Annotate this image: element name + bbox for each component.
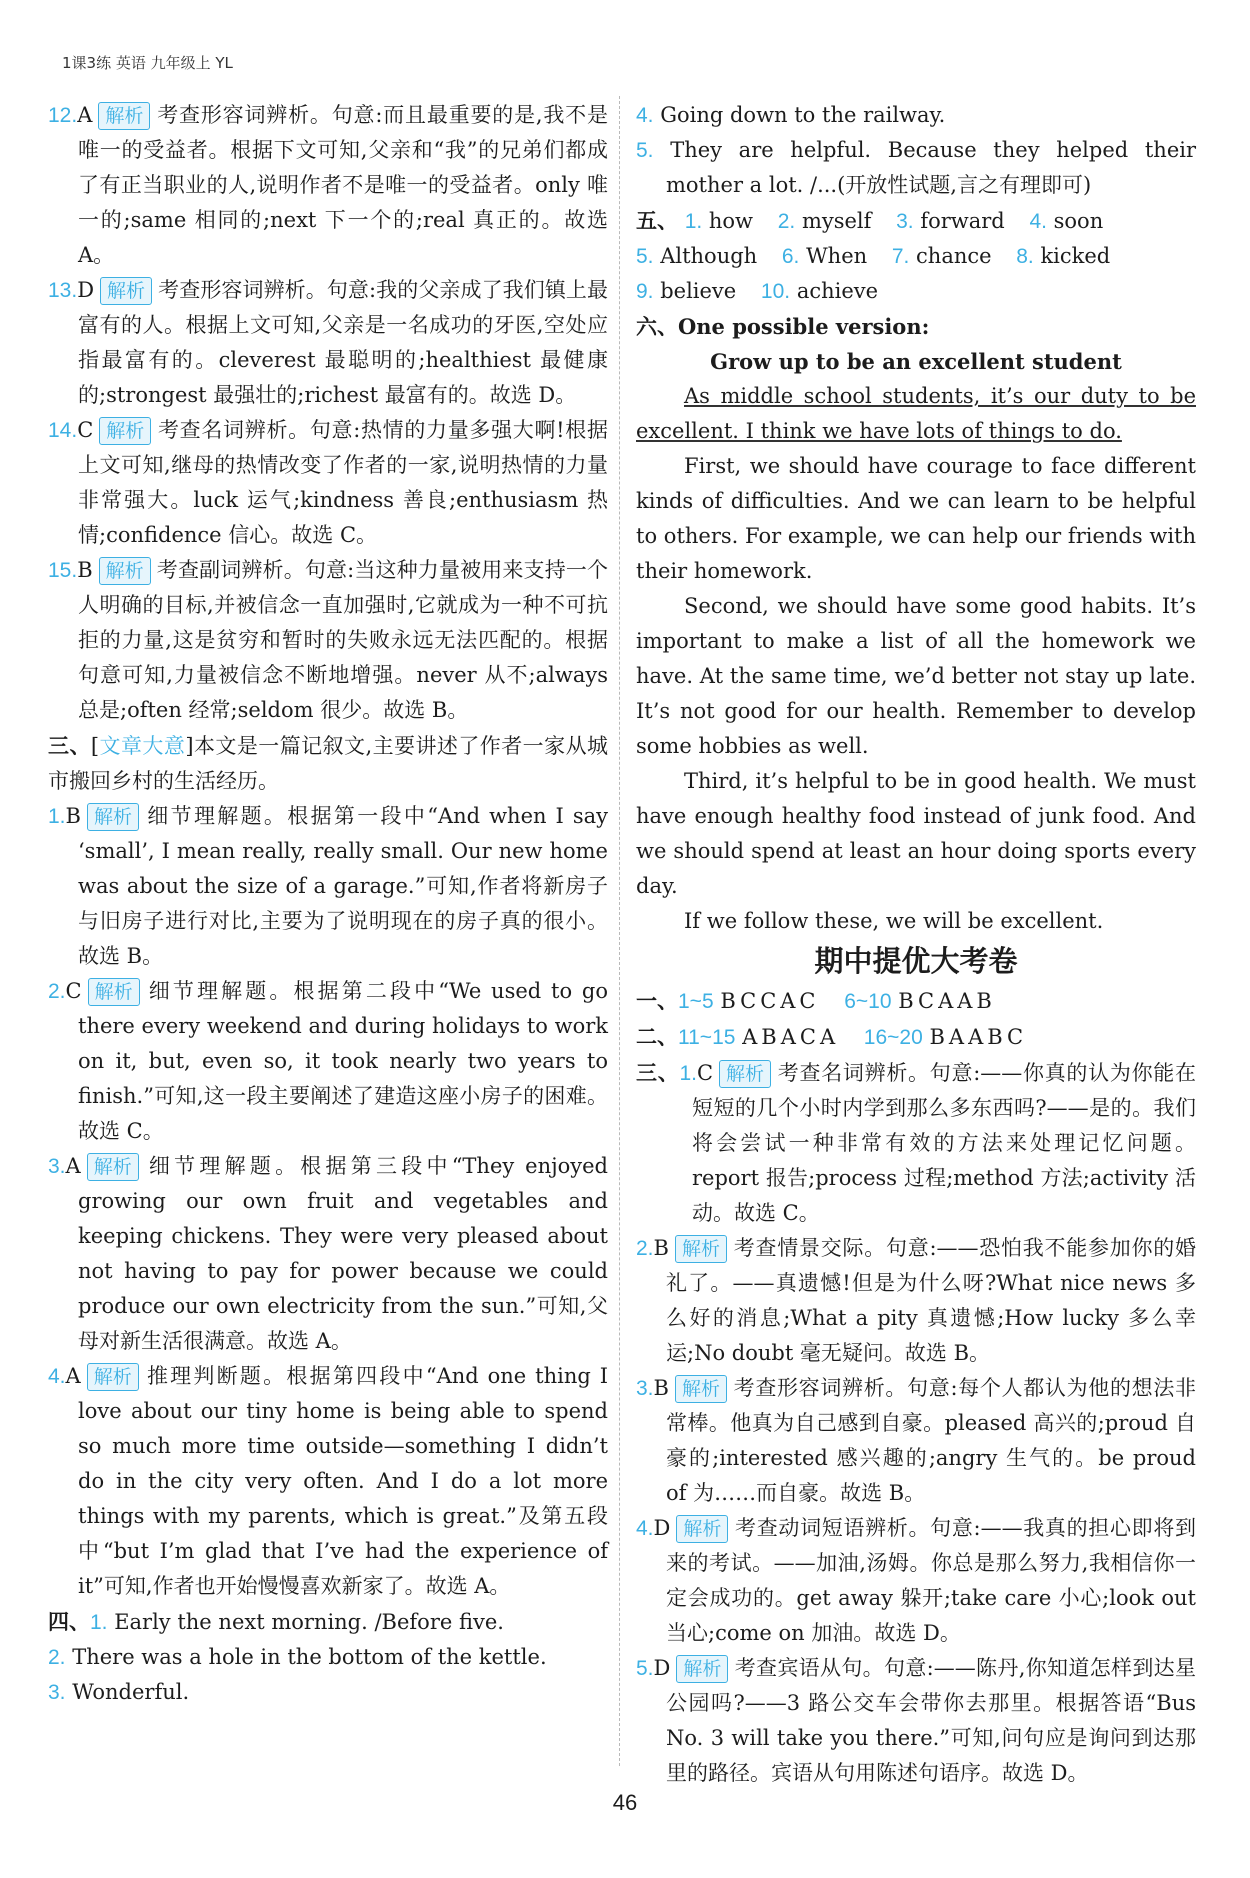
section-4-answer-3: 3. Wonderful. xyxy=(48,1680,190,1704)
reading-4: 4.A 解析 推理判断题。根据第四段中“And one thing I love about our tiny home is being able to spend so much more time outside—something I didn’t do in the city very often. And I do a lot more things with my parents, which is great.”及第五段中“but I’m glad that I’ve had the experience of it”可知,作者也开始慢慢喜欢新家了。故选 A。 xyxy=(48,1364,608,1598)
column-divider xyxy=(619,96,620,1766)
section-5-row-2: 5. Although 6. When 7. chance 8. kicked xyxy=(636,244,1111,268)
exam-3-answer-2: 2.B 解析 考查情景交际。句意:——恐怕我不能参加你的婚礼了。——真遗憾!但是为什么呀?What nice news 多么好的消息;What a pity 真遗憾;How lucky 多么幸运;No doubt 毫无疑问。故选 B。 xyxy=(636,1236,1196,1365)
essay-paragraph-3: Second, we should have some good habits. It’s important to make a list of all the homework we have. At the same time, we’d better not stay up late. It’s not good for our health. Remember to develop some hobbies as well. xyxy=(636,594,1196,758)
exam-3-answer-1: 三、1.C 解析 考查名词辨析。句意:——你真的认为你能在短短的几个小时内学到那么多东西吗?——是的。我们将会尝试一种非常有效的方法来处理记忆问题。report 报告;process 过程;method 方法;activity 活动。故选 C。 xyxy=(636,1060,1197,1225)
section-3-summary: 三、[文章大意]本文是一篇记叙文,主要讲述了作者一家从城市搬回乡村的生活经历。 xyxy=(48,733,609,793)
right-column xyxy=(636,98,1196,1791)
section-4-answer-5: 5. They are helpful. Because they helped their mother a lot. /...(开放性试题,言之有理即可) xyxy=(636,138,1196,197)
answer-15: 15.B 解析 考查副词辨析。句意:当这种力量被用来支持一个人明确的目标,并被信念一直加强时,它就成为一种不可抗拒的力量,这是贫穷和暂时的失败永远无法匹配的。根据句意可知,力量被信念不断地增强。never 从不;always 总是;often 经常;seldom 很少。故选 B。 xyxy=(48,558,608,722)
answer-13: 13.D 解析 考查形容词辨析。句意:我的父亲成了我们镇上最富有的人。根据上文可知,父亲是一名成功的牙医,空处应指最富有的。cleverest 最聪明的;healthiest 最健康的;strongest 最强壮的;richest 最富有的。故选 D。 xyxy=(48,278,608,407)
analysis-tag: 解析 xyxy=(675,1375,727,1403)
exam-section-1: 一、1~5 BCCAC 6~10 BCAAB xyxy=(636,988,996,1013)
left-column xyxy=(48,98,608,1710)
reading-2: 2.C 解析 细节理解题。根据第二段中“We used to go there every weekend and during holidays to work on it, but, even so, it took nearly two years to finish.”可知,这一段主要阐述了建造这座小房子的困难。故选 C。 xyxy=(48,979,609,1143)
analysis-tag: 解析 xyxy=(675,1235,727,1263)
page-header: 1课3练 英语 九年级上 YL xyxy=(62,54,233,72)
analysis-tag: 解析 xyxy=(676,1515,728,1543)
exam-3-answer-5: 5.D 解析 考查宾语从句。句意:——陈丹,你知道怎样到达星公园吗?——3 路公交车会带你去那里。根据答语“Bus No. 3 will take you there.”可知,问句应是询问到达那里的路径。宾语从句用陈述句语序。故选 D。 xyxy=(636,1656,1196,1785)
exam-3-answer-3: 3.B 解析 考查形容词辨析。句意:每个人都认为他的想法非常棒。他真为自己感到自豪。pleased 高兴的;proud 自豪的;interested 感兴趣的;angry 生气的。be proud of 为……而自豪。故选 B。 xyxy=(636,1376,1196,1505)
analysis-tag: 解析 xyxy=(87,803,139,831)
page-number: 46 xyxy=(612,1790,638,1815)
essay-paragraph-1: As middle school students, it’s our duty to be excellent. I think we have lots of things to do. xyxy=(636,384,1196,443)
section-4-answer-4: 4. Going down to the railway. xyxy=(636,103,946,127)
analysis-tag: 解析 xyxy=(98,102,150,130)
section-5-row-3: 9. believe 10. achieve xyxy=(636,279,879,303)
exam-title: 期中提优大考卷 xyxy=(814,944,1018,978)
essay-paragraph-4: Third, it’s helpful to be in good health. We must have enough healthy food instead of junk food. And we should spend at least an hour doing sports every day. xyxy=(636,769,1196,898)
essay-title: Grow up to be an excellent student xyxy=(710,349,1122,374)
reading-3: 3.A 解析 细节理解题。根据第三段中“They enjoyed growing our own fruit and vegetables and keeping chickens. They were very pleased about not having to pay for power because we could produce our own electricity from the sun.”可知,父母对新生活很满意。故选 A。 xyxy=(48,1154,608,1353)
essay-paragraph-2: First, we should have courage to face different kinds of difficulties. And we can learn to be helpful to others. For example, we can help our friends with their homework. xyxy=(636,454,1196,583)
essay-paragraph-5: If we follow these, we will be excellent. xyxy=(684,909,1104,933)
analysis-tag: 解析 xyxy=(88,978,140,1006)
analysis-tag: 解析 xyxy=(99,557,151,585)
exam-3-answer-4: 4.D 解析 考查动词短语辨析。句意:——我真的担心即将到来的考试。——加油,汤姆。你总是那么努力,我相信你一定会成功的。get away 躲开;take care 小心;look out 当心;come on 加油。故选 D。 xyxy=(636,1516,1196,1645)
analysis-tag: 解析 xyxy=(87,1153,139,1181)
analysis-tag: 解析 xyxy=(99,417,151,445)
analysis-tag: 解析 xyxy=(719,1060,771,1088)
section-6-label: 六、One possible version: xyxy=(636,314,930,339)
analysis-tag: 解析 xyxy=(100,277,152,305)
section-4-answer-2: 2. There was a hole in the bottom of the kettle. xyxy=(48,1645,547,1669)
reading-1: 1.B 解析 细节理解题。根据第一段中“And when I say ‘small’, I mean really, really small. Our new home was about the size of a garage.”可知,作者将新房子与旧房子进行对比,主要为了说明现在的房子真的很小。故选 B。 xyxy=(48,804,608,968)
exam-section-2: 二、11~15 ABACA 16~20 BAABC xyxy=(636,1024,1028,1049)
section-5-row-1: 五、 1. how 2. myself 3. forward 4. soon xyxy=(636,208,1104,233)
section-4-answer-1: 四、1. Early the next morning. /Before five. xyxy=(48,1609,504,1634)
summary-label: 文章大意 xyxy=(99,734,186,758)
answer-12: 12.A 解析 考查形容词辨析。句意:而且最重要的是,我不是唯一的受益者。根据下文可知,父亲和“我”的兄弟们都成了有正当职业的人,说明作者不是唯一的受益者。only 唯一的;same 相同的;next 下一个的;real 真正的。故选 A。 xyxy=(48,103,608,267)
analysis-tag: 解析 xyxy=(676,1655,728,1683)
answer-14: 14.C 解析 考查名词辨析。句意:热情的力量多强大啊!根据上文可知,继母的热情改变了作者的一家,说明热情的力量非常强大。luck 运气;kindness 善良;enthusiasm 热情;confidence 信心。故选 C。 xyxy=(48,418,608,547)
analysis-tag: 解析 xyxy=(87,1363,139,1391)
